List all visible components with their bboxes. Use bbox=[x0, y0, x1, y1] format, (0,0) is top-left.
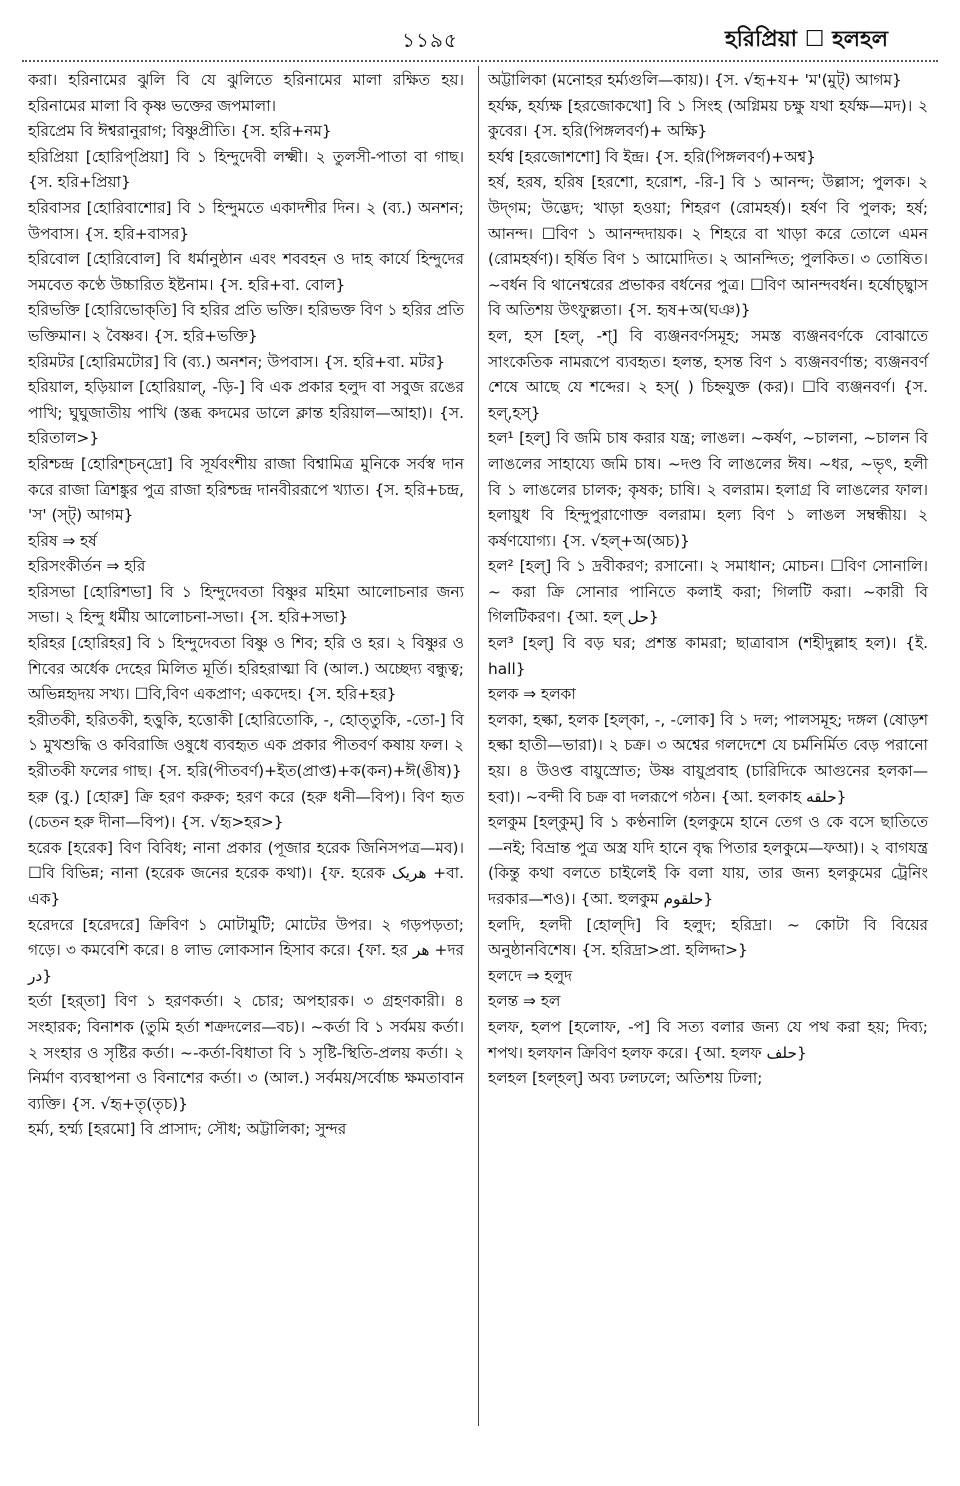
entry bbox=[488, 68, 928, 94]
entry bbox=[488, 682, 928, 708]
entry-text: হলহল [হল্‌হল্] অব্য ঢলঢলে; অতিশয় ঢিলা; bbox=[488, 1069, 763, 1088]
right-column bbox=[488, 68, 928, 1092]
entry bbox=[28, 708, 464, 785]
entry bbox=[488, 170, 928, 324]
entry-text: হর্ম্য, হর্ম্ম্য [হরমো] বি প্রাসাদ; সৌধ; অট্টালিকা; সুন্দর bbox=[28, 1120, 347, 1139]
entry-text: হলকুম [হল্‌কুম্] বি ১ কণ্ঠনালি (হলকুমে হানে তেগ ও কে বসে ছাতিতে—নই; বিভ্রান্ত পুত্র অস্ত্র যদি হানে বৃদ্ধ পিতার হলকুমে—ফআ)। ২ বাগযন্ত্র (কিন্তু কথা বলতে চাইলেই কি বলা যায়, তার জন্য হলকুমের ট্রেনিং দরকার—শও)। {আ. হুলকুম حلقوم} bbox=[488, 813, 928, 908]
entry bbox=[28, 375, 464, 452]
entry-text: হলন্ত ⇒ হল bbox=[488, 992, 561, 1011]
entry bbox=[28, 631, 464, 708]
entry-text: হলফ, হলপ [হলোফ, -প] বি সত্য বলার জন্য যে পথ করা হয়; দিব্য; শপথ। হলফান ক্রিবিণ হলফ করে। {আ. হলফ حلف} bbox=[488, 1017, 928, 1062]
header-rule bbox=[22, 60, 938, 62]
page-number: ১১৯৫ bbox=[402, 28, 458, 52]
entry bbox=[488, 989, 928, 1015]
entry bbox=[488, 554, 928, 631]
left-column bbox=[28, 68, 464, 1143]
entry-text: হলদে ⇒ হলুদ bbox=[488, 966, 573, 985]
entry-text: হরিয়াল, হড়িয়াল [হোরিয়াল্, -ড়ি-] বি এক প্রকার হলুদ বা সবুজ রঙের পাখি; ঘুঘুজাতীয় পাখি (স্তব্ধ কদমের ডালে ক্লান্ত হরিয়াল—আহা)। {স. হরিতাল>} bbox=[28, 378, 464, 448]
entry-text: হরিবাসর [হোরিবাশোর] বি ১ হিন্দুমতে একাদশীর দিন। ২ (ব্য.) অনশন; উপবাস। {স. হরি+বাসর} bbox=[28, 198, 464, 243]
entry-text: হরেদরে [হরেদরে] ক্রিবিণ ১ মোটামুটি; মোটের উপর। ২ গড়পড়তা; গড়ে। ৩ কমবেশি করে। ৪ লাভ লোকসান হিসাব করে। {ফা. হর هر +দর در} bbox=[28, 915, 464, 985]
page-header bbox=[20, 20, 940, 54]
entry bbox=[28, 785, 464, 836]
entry bbox=[488, 94, 928, 145]
entry-text: হল¹ [হল্] বি জমি চাষ করার যন্ত্র; লাঙল। ~কর্ষণ, ~চালনা, ~চালন বি লাঙলের সাহায্যে জমি চাষ। ~দণ্ড বি লাঙলের ঈষ। ~ধর, ~ভৃৎ, হলী বি ১ লাঙলের চালক; কৃষক; চাষি। ২ বলরাম। হলাগ্র বি লাঙলের ফাল। হলায়ুধ বি হিন্দুপুরাণোক্ত বলরাম। হল্য বিণ ১ লাঙল সম্বন্ধীয়। ২ কর্ষণযোগ্য। {স. √হল্+অ(অচ)} bbox=[488, 429, 928, 550]
entry-text: হরু (বু.) [হোরু] ক্রি হরণ করুক; হরণ করে (হরু ধনী—বিপ)। বিণ হৃত (চেতন হরু দীনা—বিপ)। {স. √হৃ>হর>} bbox=[28, 787, 464, 832]
entry bbox=[28, 119, 464, 145]
entry bbox=[28, 554, 464, 580]
entry bbox=[28, 1117, 464, 1143]
entry bbox=[488, 1066, 928, 1092]
entry bbox=[28, 836, 464, 913]
entry bbox=[488, 1015, 928, 1066]
column-divider bbox=[478, 66, 479, 1426]
entry bbox=[488, 810, 928, 912]
entry-text: হলক ⇒ হলকা bbox=[488, 685, 576, 704]
entry bbox=[28, 196, 464, 247]
entry bbox=[488, 913, 928, 964]
entry-text: হল² [হল্] বি ১ দ্রবীকরণ; রসানো। ২ সমাধান; মোচন। ☐বিণ সোনালি। ~ করা ক্রি সোনার পানিতে কলাই করা; গিলটি করা। ~কারী বি গিলটিকরণ। {আ. হল্ حل} bbox=[488, 557, 928, 627]
entry bbox=[28, 68, 464, 119]
entry-text: অট্টালিকা (মনোহর হর্ম্যগুলি—কায়)। {স. √হৃ+য+ 'ম'(মুট্) আগম} bbox=[488, 71, 902, 89]
entry-text: হলকা, হল্কা, হলক [হল্‌কা, -, -লোক] বি ১ দল; পালসমূহ; দঙ্গল (ষোড়শ হল্কা হাতী—ভারা)। ২ চক্র। ৩ অশ্বের গলদেশে যে চর্মনির্মিত বেড় পরানো হয়। ৪ উওপ্ত বায়ুস্রোত; উষ্ণ বায়ুপ্রবাহ (চারিদিকে আগুনের হলকা—হবা)। ~বন্দী বি চক্র বা দলরূপে গঠন। {আ. হলকাহ حلقه} bbox=[488, 710, 928, 806]
entry bbox=[28, 350, 464, 376]
entry bbox=[28, 580, 464, 631]
guide-words: হরিপ্রিয়া ☐ হলহল bbox=[725, 27, 888, 52]
entry-text: হরিহর [হোরিহর] বি ১ হিন্দুদেবতা বিষ্ণু ও শিব; হরি ও হর। ২ বিষ্ণুর ও শিবের অর্ধেক দেহের মিলিত মূর্তি। হরিহরাত্মা বি (আল.) অচ্ছেদ্য বন্ধুত্ব; অভিন্নহৃদয় সখ্য। ☐বি,বিণ একপ্রাণ; একদেহ। {স. হরি+হর} bbox=[28, 634, 464, 704]
entry bbox=[488, 708, 928, 810]
entry-text: হর্যক্ষ, হর্য্যক্ষ [হরজোকখো] বি ১ সিংহ (অগ্নিময় চক্ষু যথা হর্যক্ষ—মদ)। ২ কুবের। {স. হরি(পিঙ্গলবর্ণ)+ অক্ষি} bbox=[488, 96, 928, 141]
entry-text: হর্তা [হর্‌তা] বিণ ১ হরণকর্তা। ২ চোর; অপহারক। ৩ গ্রহণকারী। ৪ সংহারক; বিনাশক (তুমি হর্তা শক্রদলের—বচ)। ~কর্তা বি ১ সর্বময় কর্তা। ২ সংহার ও সৃষ্টির কর্তা। ~-কর্তা-বিধাতা বি ১ সৃষ্টি-স্থিতি-প্রলয় কর্তা। ২ নির্মাণ ব্যবস্থাপনা ও বিনাশের কর্তা। ৩ (আল.) সর্বময়/সর্বোচ্চ ক্ষমতাবান ব্যক্তি। {স. √হৃ+তৃ(তৃচ)} bbox=[28, 992, 464, 1113]
entry bbox=[28, 145, 464, 196]
entry-text: হরিভক্তি [হোরিভোক্‌তি] বি হরির প্রতি ভক্তি। হরিভক্ত বিণ ১ হরির প্রতি ভক্তিমান। ২ বৈষ্ণব। {স. হরি+ভক্তি} bbox=[28, 301, 464, 345]
entry-text: হরিশ্চন্দ্র [হোরিশ্‌চন্‌দ্রো] বি সূর্যবংশীয় রাজা বিশ্বামিত্র মুনিকে সর্বস্ব দান করে রাজা ত্রিশঙ্কুর পুত্র রাজা হরিশ্চন্দ্র দানবীররূপে খ্যাত। {স. হরি+চন্দ্র, 'স' (স্‌ট্) আগম} bbox=[28, 454, 464, 525]
entry-text: হরিসভা [হোরিশভা] বি ১ হিন্দুদেবতা বিষ্ণুর মহিমা আলোচনার জন্য সভা। ২ হিন্দু ধর্মীয় আলোচনা-সভা। {স. হরি+সভা} bbox=[28, 582, 464, 627]
entry-text: হর্যশ্ব [হরজোশশো] বি ইন্দ্র। {স. হরি(পিঙ্গলবর্ণ)+অশ্ব} bbox=[488, 147, 816, 166]
entry-text: করা। হরিনামের ঝুলি বি যে ঝুলিতে হরিনামের মালা রক্ষিত হয়। হরিনামের মালা বি কৃষ্ণ ভক্তের জপমালা। bbox=[28, 71, 464, 115]
entry-text: হল, হস [হল্, -শ্] বি ব্যঞ্জনবর্ণসমূহ; সমস্ত ব্যঞ্জনবর্ণকে বোঝাতে সাংকেতিক নামরূপে ব্যবহৃত। হলন্ত, হসন্ত বিণ ১ ব্যঞ্জনবর্ণান্ত; ব্যঞ্জনবর্ণ শেষে আছে যে শব্দের। ২ হস্‌( ) চিহ্নযুক্ত (কর)। ☐বি ব্যঞ্জনবর্ণ। {স. হল্,হস্} bbox=[488, 326, 928, 422]
entry bbox=[28, 989, 464, 1117]
entry bbox=[488, 631, 928, 682]
entry bbox=[28, 298, 464, 349]
entry-text: হল³ [হল্] বি বড় ঘর; প্রশস্ত কামরা; ছাত্রাবাস (শহীদুল্লাহ হল)। {ই. hall} bbox=[488, 634, 928, 678]
entry bbox=[488, 145, 928, 171]
entry-text: হরিষ ⇒ হর্ষ bbox=[28, 531, 97, 550]
entry bbox=[28, 452, 464, 529]
entry-text: হরিপ্রিয়া [হোরিপ্‌প্রিয়া] বি ১ হিন্দুদেবী লক্ষ্মী। ২ তুলসী-পাতা বা গাছ। {স. হরি+প্রিয়া} bbox=[28, 147, 464, 192]
entry bbox=[488, 964, 928, 990]
entry-text: হলদি, হলদী [হোল্‌দি] বি হলুদ; হরিদ্রা। ~ কোটা বি বিয়ের অনুষ্ঠানবিশেষ। {স. হরিদ্রা>প্রা. হলিদ্দা>} bbox=[488, 915, 928, 960]
entry-text: হরিপ্রেম বি ঈশ্বরানুরাগ; বিষ্ণুপ্রীতি। {স. হরি+নম} bbox=[28, 122, 332, 141]
entry-text: হর্ষ, হরষ, হরিষ [হরশো, হরোশ, -রি-] বি ১ আনন্দ; উল্লাস; পুলক। ২ উদ্‌গম; উদ্ভেদ; খাড়া হওয়া; শিহরণ (রোমহর্ষ)। হর্ষণ বি পুলক; হর্ষ; আনন্দ। ☐বিণ ১ আনন্দদায়ক। ২ শিহরে বা খাড়া করে তোলে এমন (রোমহর্ষণ)। হর্ষিত বিণ ১ আমোদিত। ২ আনন্দিত; পুলকিত। ৩ তোষিত। ~বর্ধন বি থানেশ্বরের প্রভাকর বর্ধনের পুত্র। ☐বিণ আনন্দবর্ধন। হর্ষোচ্ছ্বাস বি অতিশয় উৎফুল্লতা। {স. হৃষ+অ(ঘঞ)} bbox=[488, 173, 928, 320]
entry bbox=[488, 426, 928, 554]
entry bbox=[28, 913, 464, 990]
entry-text: হরীতকী, হরিতকী, হত্তুকি, হত্তোকী [হোরিতোকি, -, হোত্‌তুকি, -তো-] বি ১ মুখশুদ্ধি ও কবিরাজি ওষুধে ব্যবহৃত এক প্রকার পীতবর্ণ কষায় ফল। ২ হরীতকী ফলের গাছ। {স. হরি(পীতবর্ণ)+ইত(প্রাপ্ত)+ক(কন)+ঈ(ঙীষ)} bbox=[28, 710, 464, 781]
entry-text: হরিসংকীর্তন ⇒ হরি bbox=[28, 557, 146, 576]
entry bbox=[28, 247, 464, 298]
entry-text: হরিবোল [হোরিবোল] বি ধর্মানুষ্ঠান এবং শববহন ও দাহ কার্যে হিন্দুদের সমবেত কণ্ঠে উচ্চারিত ইষ্টনাম। {স. হরি+বা. বোল} bbox=[28, 250, 464, 294]
entry-text: হরেক [হরেক] বিণ বিবিধ; নানা প্রকার (পূজার হরেক জিনিসপত্র—মব)। ☐বি বিভিন্ন; নানা (হরেক জনের হরেক কথা)। {ফ. হরেক هریک +বা. এক} bbox=[28, 838, 464, 908]
entry bbox=[28, 529, 464, 555]
entry bbox=[488, 324, 928, 426]
entry-text: হরিমটর [হোরিমটোর] বি (ব্য.) অনশন; উপবাস। {স. হরি+বা. মটর} bbox=[28, 352, 446, 371]
